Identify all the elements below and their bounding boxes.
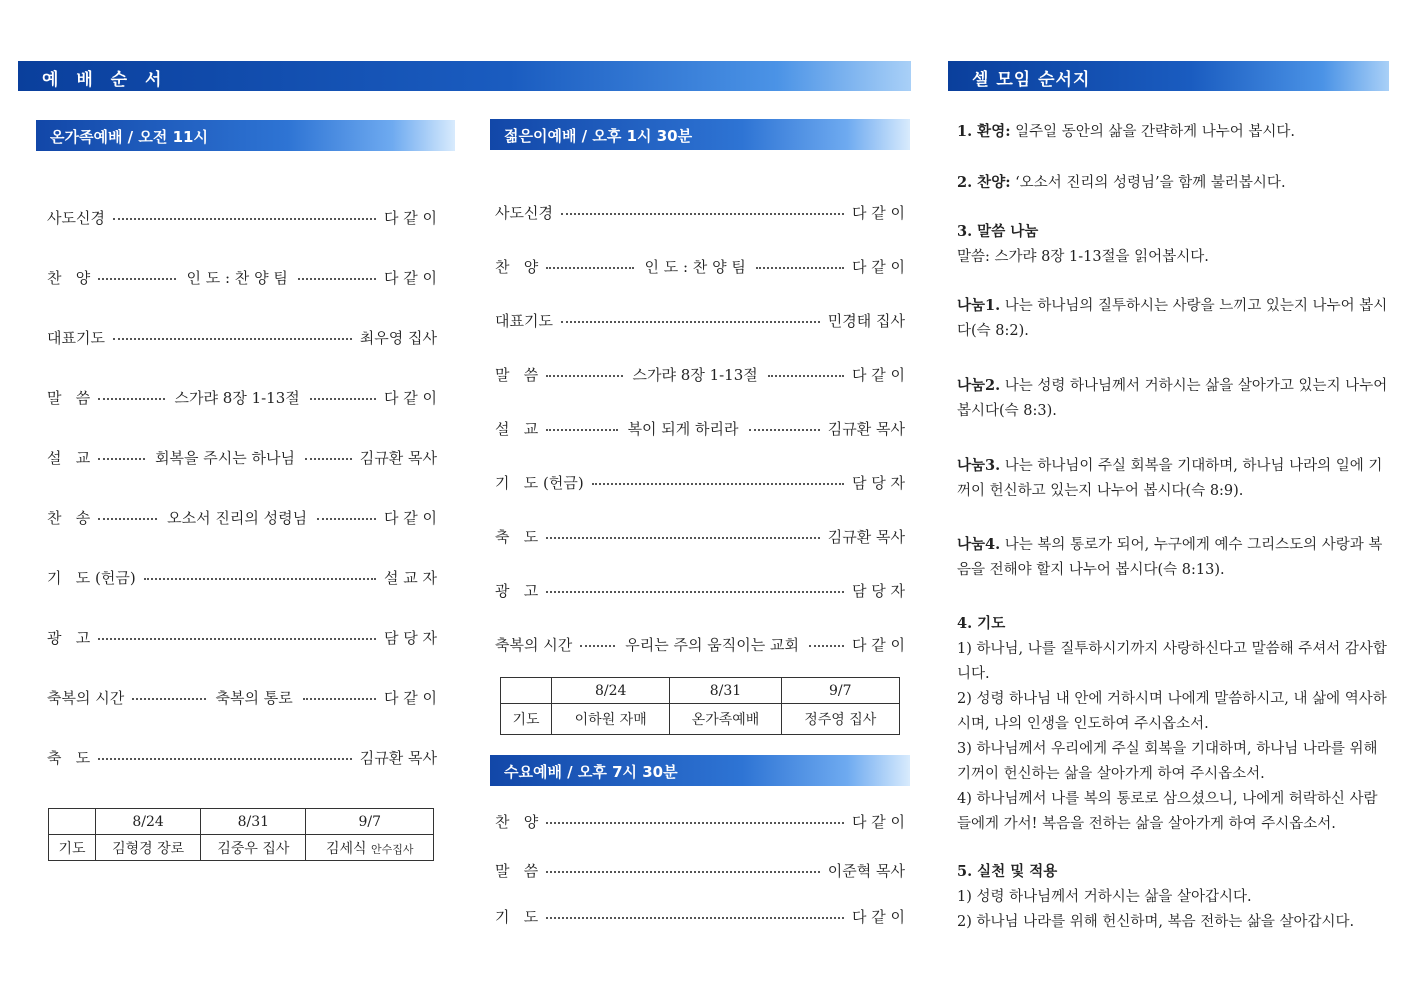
cell-prayer — [957, 611, 1389, 837]
order-item-detail: 스가랴 8장 1-13절 — [174, 388, 300, 407]
table-cell-name: 김형경 장로 — [96, 835, 201, 861]
order-item-leader: 다 같 이 — [851, 907, 905, 926]
practice-item: 1) 성령 하나님께서 거하시는 삶을 살아갑시다. — [957, 889, 1252, 905]
cell-sharing-1 — [957, 293, 1389, 344]
cell-section-text: 일주일 동안의 삶을 간략하게 나누어 봅시다. — [1010, 124, 1295, 140]
order-item-leader: 설 교 자 — [383, 568, 437, 587]
family-worship-title: 온가족예배 / 오전 11시 — [50, 128, 208, 146]
table-cell-name: 이하원 자매 — [552, 704, 670, 735]
dotted-leader — [317, 518, 376, 520]
worship-order-row — [495, 905, 905, 927]
order-item-leader: 김규환 목사 — [827, 527, 905, 546]
table-cell-empty — [501, 678, 552, 704]
worship-order-row — [47, 566, 437, 588]
cell-sharing-4 — [957, 532, 1389, 583]
cell-praise — [957, 170, 1389, 196]
dotted-leader — [144, 578, 376, 580]
order-item-leader: 최우영 집사 — [359, 328, 437, 347]
order-item-leader: 다 같 이 — [852, 365, 906, 384]
table-cell-empty — [49, 809, 96, 835]
order-item-label: 축 도 — [47, 748, 91, 767]
cell-scripture-line: 말씀: 스가랴 8장 1-13절을 읽어봅시다. — [957, 249, 1209, 265]
worship-order-row — [47, 266, 437, 288]
worship-order-row — [495, 471, 905, 493]
wednesday-worship-title: 수요예배 / 오후 7시 30분 — [504, 763, 678, 781]
table-row — [501, 704, 900, 735]
sharing-heading: 나눔4. — [957, 536, 1001, 553]
dotted-leader — [546, 267, 634, 269]
order-item-detail: 우리는 주의 움직이는 교회 — [625, 635, 799, 654]
order-item-label: 광 고 — [47, 628, 91, 647]
dotted-leader — [592, 483, 844, 485]
youth-worship-header — [490, 119, 910, 150]
order-item-leader: 담 당 자 — [851, 473, 905, 492]
order-item-label: 찬 양 — [495, 257, 539, 276]
sharing-heading: 나눔3. — [957, 457, 1001, 474]
cell-sharing-3 — [957, 453, 1389, 504]
prayer-item: 4) 하나님께서 나를 복의 통로로 삼으셨으니, 나에게 허락하신 사람들에게 가서! 복음을 전하는 삶을 살아가게 하여 주시옵소서. — [957, 791, 1378, 832]
order-item-label: 기 도 (헌금) — [47, 568, 136, 587]
worship-order-title: 예 배 순 서 — [42, 70, 168, 90]
order-item-label: 기 도 — [495, 907, 539, 926]
dotted-leader — [546, 871, 819, 873]
table-cell-date: 8/24 — [552, 678, 670, 704]
order-item-leader: 김규환 목사 — [359, 448, 437, 467]
order-item-label: 설 교 — [495, 419, 539, 438]
worship-order-row — [47, 206, 437, 228]
practice-item: 2) 하나님 나라를 위해 헌신하며, 복음 전하는 삶을 살아갑시다. — [957, 914, 1355, 930]
dotted-leader — [561, 321, 820, 323]
dotted-leader — [546, 917, 844, 919]
worship-order-row — [495, 525, 905, 547]
order-item-detail: 회복을 주시는 하나님 — [155, 448, 296, 467]
sharing-text: 나는 복의 통로가 되어, 누구에게 예수 그리스도의 사랑과 복음을 전해야 할지 나누어 봅시다(슥 8:13). — [957, 537, 1383, 578]
worship-order-row — [47, 506, 437, 528]
order-item-label: 사도신경 — [495, 203, 553, 222]
dotted-leader — [756, 267, 844, 269]
order-item-label: 사도신경 — [47, 208, 105, 227]
dotted-leader — [546, 375, 622, 377]
dotted-leader — [546, 822, 844, 824]
table-cell-date: 9/7 — [306, 809, 434, 835]
order-item-leader: 다 같 이 — [384, 688, 438, 707]
cell-section-text: ‘오소서 진리의 성령님’을 함께 불러봅시다. — [1010, 175, 1286, 191]
dotted-leader — [580, 645, 615, 647]
dotted-leader — [809, 645, 844, 647]
dotted-leader — [113, 218, 376, 220]
dotted-leader — [98, 518, 157, 520]
family-worship-header — [36, 120, 455, 151]
order-item-label: 말 씀 — [495, 861, 539, 880]
worship-order-row — [495, 859, 905, 881]
sharing-text: 나는 하나님의 질투하시는 사랑을 느끼고 있는지 나누어 봅시다(슥 8:2). — [957, 298, 1388, 339]
table-cell-label: 기도 — [501, 704, 552, 735]
dotted-leader — [132, 698, 205, 700]
worship-order-row — [47, 386, 437, 408]
order-item-label: 찬 양 — [495, 812, 539, 831]
prayer-item: 3) 하나님께서 우리에게 주실 회복을 기대하며, 하나님 나라를 위해 기꺼이 헌신하는 삶을 살아가게 하여 주시옵소서. — [957, 741, 1378, 782]
wednesday-worship-header — [490, 755, 910, 786]
order-item-detail: 축복의 통로 — [215, 688, 293, 707]
prayer-item: 1) 하나님, 나를 질투하시기까지 사랑하신다고 말씀해 주셔서 감사합니다. — [957, 641, 1387, 682]
table-cell-date: 8/24 — [96, 809, 201, 835]
table-cell-date: 8/31 — [670, 678, 781, 704]
order-item-detail: 오소서 진리의 성령님 — [167, 508, 308, 527]
dotted-leader — [98, 458, 145, 460]
youth-worship-title: 젊은이예배 / 오후 1시 30분 — [504, 127, 693, 145]
worship-order-row — [495, 255, 905, 277]
dotted-leader — [98, 638, 376, 640]
dotted-leader — [310, 398, 376, 400]
worship-order-row — [47, 686, 437, 708]
order-item-label: 설 교 — [47, 448, 91, 467]
dotted-leader — [113, 338, 352, 340]
order-item-leader: 이준혁 목사 — [827, 861, 905, 880]
order-item-label: 찬 송 — [47, 508, 91, 527]
cell-section-heading: 3. 말씀 나눔 — [957, 223, 1039, 240]
sharing-heading: 나눔1. — [957, 297, 1001, 314]
order-item-leader: 담 당 자 — [383, 628, 437, 647]
dotted-leader — [298, 278, 376, 280]
order-item-label: 말 씀 — [495, 365, 539, 384]
order-item-label: 축복의 시간 — [495, 635, 573, 654]
prayer-name: 김세식 — [325, 840, 367, 857]
dotted-leader — [546, 591, 844, 593]
dotted-leader — [98, 758, 351, 760]
order-item-leader: 다 같 이 — [383, 208, 437, 227]
table-row — [501, 678, 900, 704]
cell-practice — [957, 859, 1389, 935]
dotted-leader — [768, 375, 844, 377]
worship-order-row — [495, 633, 905, 655]
cell-section-heading: 5. 실천 및 적용 — [957, 863, 1058, 880]
order-item-leader: 민경태 집사 — [827, 311, 905, 330]
table-cell-date: 9/7 — [781, 678, 899, 704]
dotted-leader — [546, 429, 617, 431]
table-row — [49, 809, 434, 835]
dotted-leader — [749, 429, 820, 431]
order-item-label: 기 도 (헌금) — [495, 473, 584, 492]
order-item-label: 축 도 — [495, 527, 539, 546]
dotted-leader — [546, 537, 819, 539]
cell-section-heading: 4. 기도 — [957, 615, 1006, 632]
table-cell-name: 정주영 집사 — [781, 704, 899, 735]
order-item-label: 말 씀 — [47, 388, 91, 407]
prayer-note: 안수집사 — [370, 842, 414, 856]
order-item-leader: 담 당 자 — [851, 581, 905, 600]
sharing-text: 나는 성령 하나님께서 거하시는 삶을 살아가고 있는지 나누어 봅시다(슥 8:3). — [957, 378, 1388, 419]
worship-order-row — [495, 309, 905, 331]
table-cell-name: 온가족예배 — [670, 704, 781, 735]
worship-order-row — [47, 746, 437, 768]
youth-prayer-table — [500, 677, 900, 735]
worship-order-row — [495, 810, 905, 832]
worship-order-row — [47, 326, 437, 348]
sharing-text: 나는 하나님이 주실 회복을 기대하며, 하나님 나라의 일에 기꺼이 헌신하고 있는지 나누어 봅시다(슥 8:9). — [957, 458, 1383, 499]
worship-order-row — [495, 201, 905, 223]
dotted-leader — [98, 398, 164, 400]
table-cell-name — [306, 835, 434, 861]
order-item-detail: 스가랴 8장 1-13절 — [632, 365, 758, 384]
order-item-leader: 다 같 이 — [851, 203, 905, 222]
table-cell-label: 기도 — [49, 835, 96, 861]
order-item-leader: 김규환 목사 — [359, 748, 437, 767]
dotted-leader — [561, 213, 844, 215]
order-item-detail: 인 도 : 찬 양 팀 — [644, 257, 746, 276]
table-cell-name: 김중우 집사 — [201, 835, 306, 861]
order-item-label: 축복의 시간 — [47, 688, 125, 707]
order-item-label: 광 고 — [495, 581, 539, 600]
order-item-leader: 다 같 이 — [384, 508, 438, 527]
order-item-leader: 김규환 목사 — [827, 419, 906, 438]
worship-order-banner — [18, 61, 911, 91]
cell-section-heading: 2. 찬양: — [957, 174, 1011, 191]
dotted-leader — [303, 698, 376, 700]
dotted-leader — [305, 458, 352, 460]
worship-order-row — [495, 363, 905, 385]
order-item-label: 찬 양 — [47, 268, 91, 287]
order-item-leader: 다 같 이 — [384, 268, 438, 287]
cell-order-banner — [948, 61, 1389, 91]
worship-order-row — [47, 626, 437, 648]
table-row — [49, 835, 434, 861]
order-item-label: 대표기도 — [495, 311, 553, 330]
cell-word-sharing — [957, 219, 1389, 270]
family-prayer-table — [48, 808, 434, 861]
sharing-heading: 나눔2. — [957, 377, 1001, 394]
cell-order-title: 셀 모임 순서지 — [972, 70, 1091, 90]
dotted-leader — [98, 278, 176, 280]
order-item-detail: 인 도 : 찬 양 팀 — [186, 268, 288, 287]
order-item-leader: 다 같 이 — [852, 257, 906, 276]
cell-welcome — [957, 119, 1389, 145]
cell-section-heading: 1. 환영: — [957, 123, 1011, 140]
order-item-detail: 복이 되게 하리라 — [627, 419, 739, 438]
worship-order-row — [495, 579, 905, 601]
order-item-label: 대표기도 — [47, 328, 105, 347]
order-item-leader: 다 같 이 — [851, 812, 905, 831]
cell-sharing-2 — [957, 373, 1389, 424]
worship-order-row — [495, 417, 905, 439]
order-item-leader: 다 같 이 — [384, 388, 438, 407]
table-cell-date: 8/31 — [201, 809, 306, 835]
prayer-item: 2) 성령 하나님 내 안에 거하시며 나에게 말씀하시고, 내 삶에 역사하시며, 나의 인생을 인도하여 주시옵소서. — [957, 691, 1387, 732]
worship-order-row — [47, 446, 437, 468]
order-item-leader: 다 같 이 — [851, 635, 905, 654]
